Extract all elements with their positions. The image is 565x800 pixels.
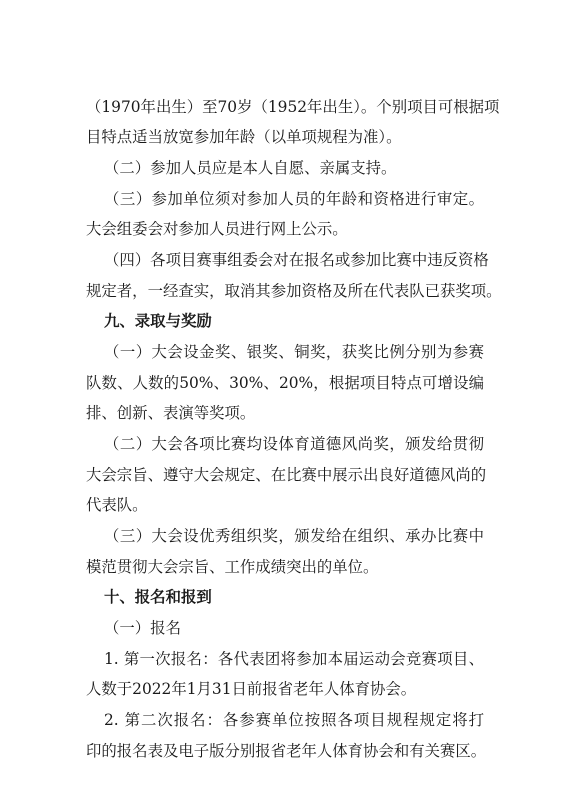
paragraph-line: 大会组委会对参加人员进行网上公示。 <box>86 220 348 238</box>
paragraph-line: 代表队。 <box>86 496 148 514</box>
paragraph-line: 队数、人数的50%、30%、20%，根据项目特点可增设编 <box>86 374 484 392</box>
paragraph-line: 印的报名表及电子版分别报省老年人体育协会和有关赛区。 <box>86 742 487 760</box>
paragraph-line: 人数于2022年1月31日前报省老年人体育协会。 <box>86 680 417 698</box>
paragraph-line: （四）各项目赛事组委会对在报名或参加比赛中违反资格 <box>104 251 489 269</box>
paragraph-line: 1. 第一次报名：各代表团将参加本届运动会竞赛项目、 <box>104 650 484 668</box>
section-heading: 九、录取与奖励 <box>104 312 212 330</box>
paragraph-line: （三）参加单位须对参加人员的年龄和资格进行审定。 <box>104 190 484 208</box>
paragraph-line: （二）大会各项比赛均设体育道德风尚奖，颁发给贯彻 <box>104 435 484 453</box>
paragraph-line: （1970年出生）至70岁（1952年出生）。个别项目可根据项 <box>86 98 500 116</box>
section-heading: 十、报名和报到 <box>104 588 212 606</box>
paragraph-line: （三）大会设优秀组织奖，颁发给在组织、承办比赛中 <box>104 527 484 545</box>
paragraph-line: （二）参加人员应是本人自愿、亲属支持。 <box>104 159 397 177</box>
paragraph-line: （一）大会设金奖、银奖、铜奖，获奖比例分别为参赛 <box>104 343 484 361</box>
subsection-heading: （一）报名 <box>104 619 181 637</box>
paragraph-line: 2. 第二次报名：各参赛单位按照各项目规程规定将打 <box>104 711 484 729</box>
paragraph-line: 模范贯彻大会宗旨、工作成绩突出的单位。 <box>86 558 379 576</box>
paragraph-line: 大会宗旨、遵守大会规定、在比赛中展示出良好道德风尚的 <box>86 466 487 484</box>
paragraph-line: 排、创新、表演等奖项。 <box>86 404 256 422</box>
paragraph-line: 目特点适当放宽参加年龄（以单项规程为准）。 <box>86 128 402 146</box>
paragraph-line: 规定者，一经查实，取消其参加资格及所在代表队已获奖项。 <box>86 282 502 300</box>
